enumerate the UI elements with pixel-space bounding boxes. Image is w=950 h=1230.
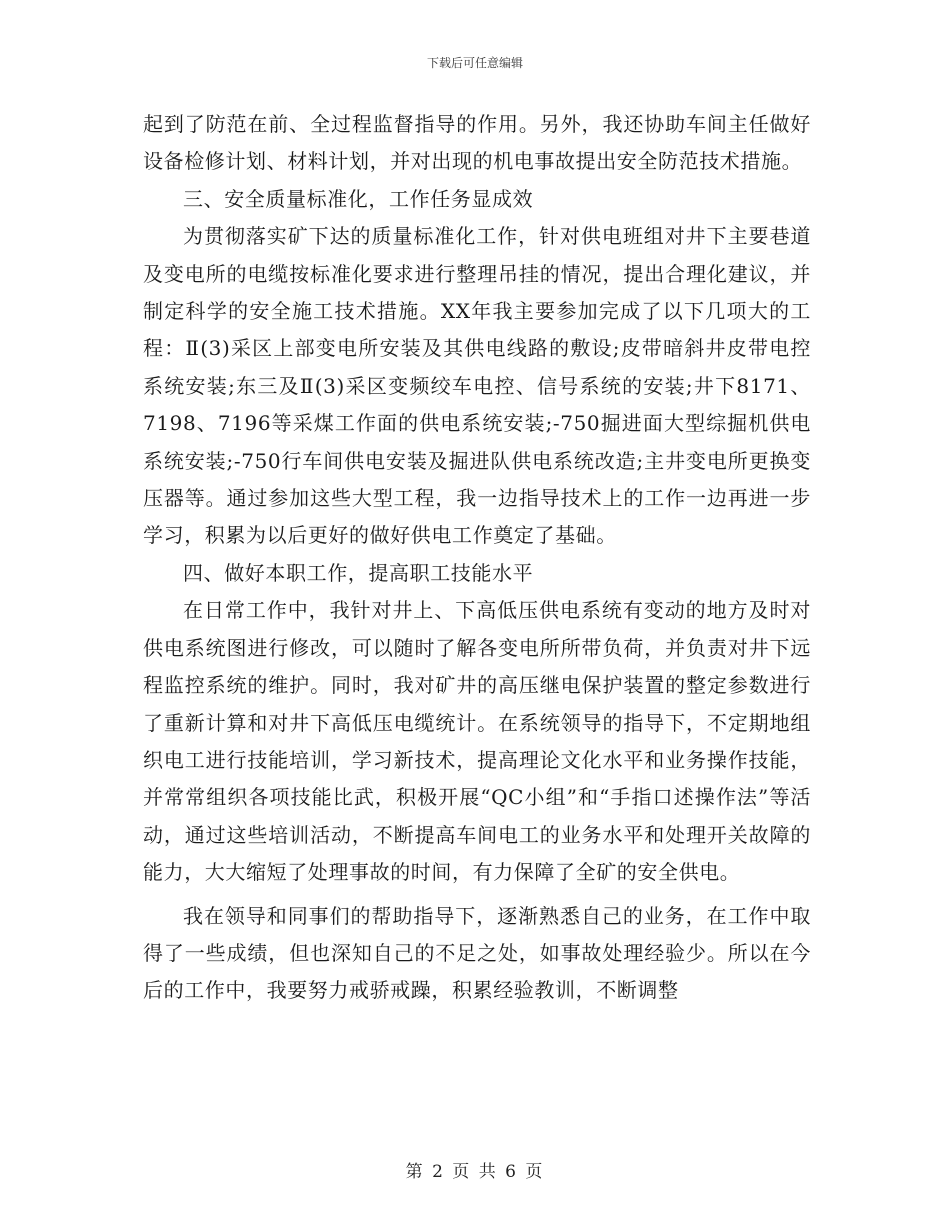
- section-heading-4: 四、做好本职工作，提高职工技能水平: [183, 560, 534, 585]
- paragraph-daily-work: 在日常工作中，我针对井上、下高低压供电系统有变动的地方及时对供电系统图进行修改，可以随时了解各变电所所带负荷，并负责对井下远程监控系统的维护。同时，我对矿井的高压继电保护装置的整定参数进行了重新计算和对井下高低压电缆统计。在系统领导的指导下，不定期地组织电工进行技能培训，学习新技术，提高理论文化水平和业务操作技能，并常常组织各项技能比武，积极开展“QC小组”和“手指口述操作法”等活动，通过这些培训活动，不断提高车间电工的业务水平和处理开关故障的能力，大大缩短了处理事故的时间，有力保障了全矿的安全供电。: [143, 598, 811, 885]
- paragraph-quality-standardization: 为贯彻落实矿下达的质量标准化工作，针对供电班组对井下主要巷道及变电所的电缆按标准化要求进行整理吊挂的情况，提出合理化建议，并制定科学的安全施工技术措施。XX年我主要参加完成了以下几项大的工程：Ⅱ(3)采区上部变电所安装及其供电线路的敷设;皮带暗斜井皮带电控系统安装;东三及Ⅱ(3)采区变频绞车电控、信号系统的安装;井下8171、7198、7196等采煤工作面的供电系统安装;-750掘进面大型综掘机供电系统安装;-750行车间供电安装及掘进队供电系统改造;主井变电所更换变压器等。通过参加这些大型工程，我一边指导技术上的工作一边再进一步学习，积累为以后更好的做好供电工作奠定了基础。: [143, 224, 811, 548]
- page-footer: 第 2 页 共 6 页: [405, 1162, 545, 1182]
- page-header: 下载后可任意编辑: [426, 56, 523, 70]
- document-body: [143, 106, 811, 1010]
- paragraph-summary: 我在领导和同事们的帮助指导下，逐渐熟悉自己的业务，在工作中取得了一些成绩，但也深知自己的不足之处，如事故处理经验少。所以在今后的工作中，我要努力戒骄戒躁，积累经验教训，不断调整: [143, 903, 811, 1003]
- section-heading-3: 三、安全质量标准化，工作任务显成效: [183, 186, 534, 211]
- paragraph-continuation: 起到了防范在前、全过程监督指导的作用。另外，我还协助车间主任做好设备检修计划、材料计划，并对出现的机电事故提出安全防范技术措施。: [143, 112, 811, 174]
